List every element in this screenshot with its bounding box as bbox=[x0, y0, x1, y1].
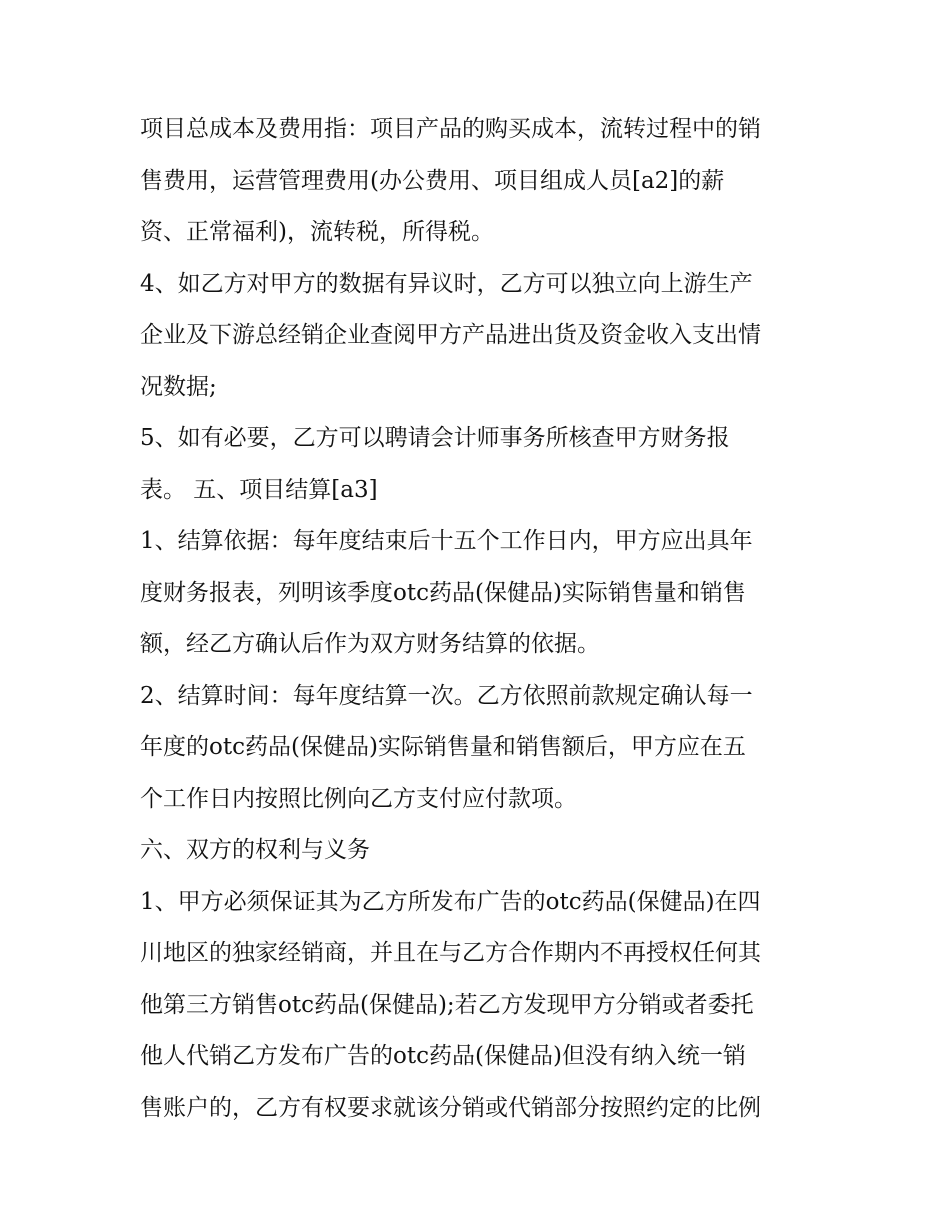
text-line-2: 售费用，运营管理费用(办公费用、项目组成人员[a2]的薪 bbox=[140, 167, 725, 194]
text-line-13: 年度的otc药品(保健品)实际销售量和销售额后，甲方应在五 bbox=[140, 734, 746, 760]
document-body bbox=[140, 104, 820, 1134]
text-line-15: 六、双方的权利与义务 bbox=[140, 837, 370, 863]
text-line-14: 个工作日内按照比例向乙方支付应付款项。 bbox=[140, 785, 577, 812]
text-line-5: 企业及下游总经销企业查阅甲方产品进出货及资金收入支出情 bbox=[140, 322, 761, 348]
text-line-4: 4、如乙方对甲方的数据有异议时，乙方可以独立向上游生产 bbox=[140, 270, 753, 297]
text-line-7: 5、如有必要，乙方可以聘请会计师事务所核查甲方财务报 bbox=[140, 425, 730, 451]
text-line-11: 额，经乙方确认后作为双方财务结算的依据。 bbox=[140, 631, 600, 657]
text-line-8: 表。 五、项目结算[a3] bbox=[140, 476, 378, 503]
text-line-12: 2、结算时间：每年度结算一次。乙方依照前款规定确认每一 bbox=[140, 682, 753, 709]
text-line-9: 1、结算依据：每年度结束后十五个工作日内，甲方应出具年 bbox=[140, 528, 753, 554]
text-line-6: 况数据; bbox=[140, 373, 217, 400]
text-line-10: 度财务报表，列明该季度otc药品(保健品)实际销售量和销售 bbox=[140, 579, 746, 606]
text-line-1: 项目总成本及费用指：项目产品的购买成本，流转过程中的销 bbox=[140, 116, 761, 142]
text-line-17: 川地区的独家经销商，并且在与乙方合作期内不再授权任何其 bbox=[140, 940, 761, 966]
text-line-18: 他第三方销售otc药品(保健品);若乙方发现甲方分销或者委托 bbox=[140, 991, 754, 1018]
text-line-20: 售账户的，乙方有权要求就该分销或代销部分按照约定的比例 bbox=[140, 1094, 761, 1121]
text-line-3: 资、正常福利)，流转税，所得税。 bbox=[140, 219, 494, 245]
text-line-16: 1、甲方必须保证其为乙方所发布广告的otc药品(保健品)在四 bbox=[140, 888, 761, 915]
text-line-19: 他人代销乙方发布广告的otc药品(保健品)但没有纳入统一销 bbox=[140, 1043, 746, 1069]
